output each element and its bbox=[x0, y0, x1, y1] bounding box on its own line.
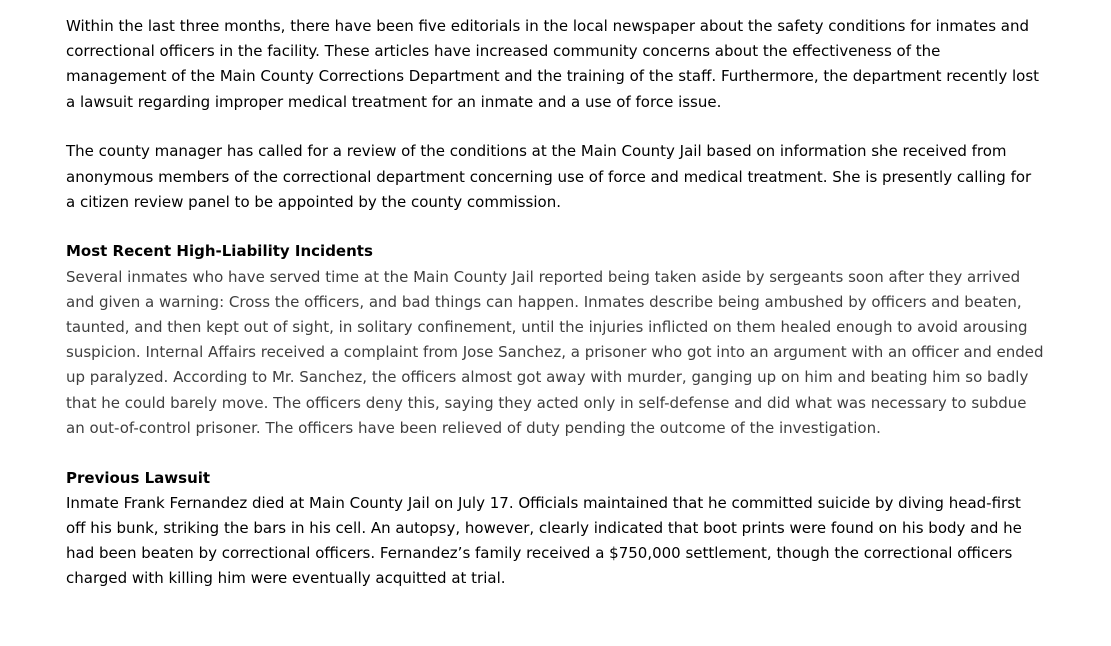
document-page bbox=[66, 14, 1044, 592]
county-manager-paragraph: The county manager has called for a review of the conditions at the Main County Jail based on information she received from anonymous members of the correctional department concerning use of force and medical treatment. She is presently calling for a citizen review panel to be appointed by the county commission. bbox=[66, 142, 1032, 211]
intro-paragraph: Within the last three months, there have been five editorials in the local newspaper about the safety conditions for inmates and correctional officers in the facility. These articles have increased community concerns about the effectiveness of the management of the Main County Corrections Department and the training of the staff. Furthermore, the department recently lost a lawsuit regarding improper medical treatment for an inmate and a use of force issue. bbox=[66, 17, 1040, 111]
lawsuit-heading: Previous Lawsuit bbox=[66, 468, 211, 487]
incidents-section bbox=[66, 239, 1044, 441]
incidents-heading: Most Recent High-Liability Incidents bbox=[66, 242, 373, 261]
lawsuit-section bbox=[66, 466, 1044, 592]
lawsuit-body: Inmate Frank Fernandez died at Main County Jail on July 17. Officials maintained that he committed suicide by diving head-first off his bunk, striking the bars in his cell. An autopsy, however, clearly indicated that boot prints were found on his body and he had been beaten by correctional officers. Fernandez’s family received a $750,000 settlement, though the correctional officers charged with killing him were eventually acquitted at trial. bbox=[66, 493, 1022, 588]
incidents-body: Several inmates who have served time at the Main County Jail reported being taken aside by sergeants soon after they arrived and given a warning: Cross the officers, and bad things can happen. Inmates describe being ambushed by officers and beaten, taunted, and then kept out of sight, in solitary confinement, until the injuries inflicted on them healed enough to avoid arousing suspicion. Internal Affairs received a complaint from Jose Sanchez, a prisoner who got into an argument with an officer and ended up paralyzed. According to Mr. Sanchez, the officers almost got away with murder, ganging up on him and beating him so badly that he could barely move. The officers deny this, saying they acted only in self-defense and did what was necessary to subdue an out-of-control prisoner. The officers have been relieved of duty pending the outcome of the investigation. bbox=[66, 267, 1044, 437]
